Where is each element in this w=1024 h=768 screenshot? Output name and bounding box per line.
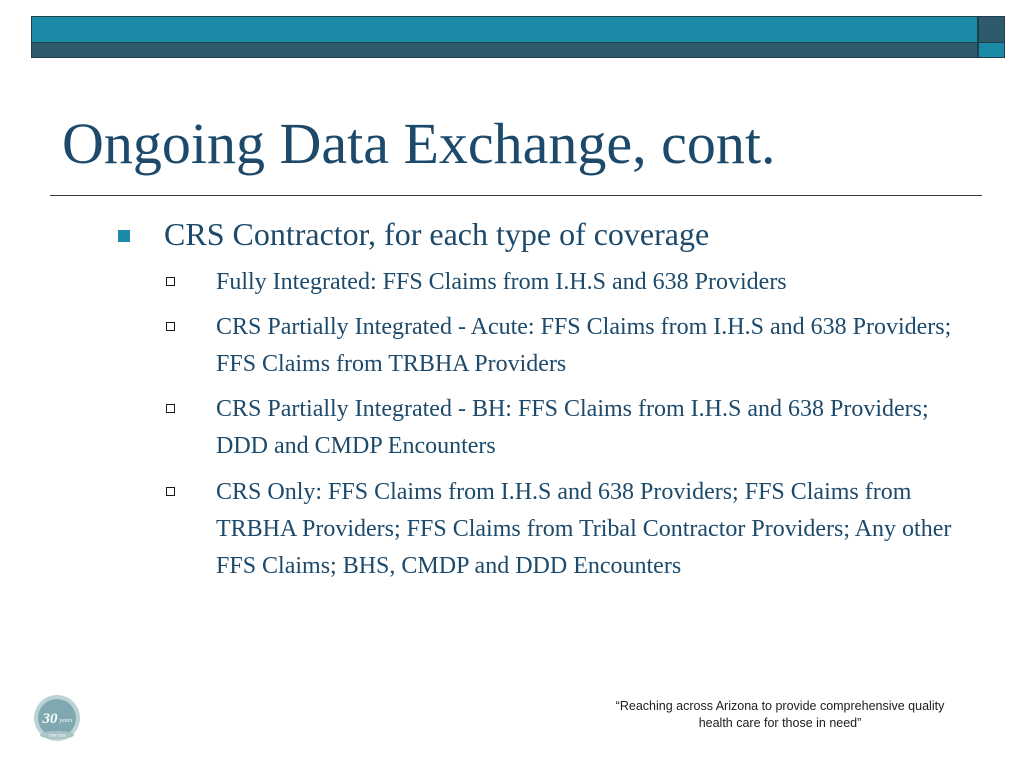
logo-span: 1988 2018 xyxy=(48,733,66,738)
header-corner-block xyxy=(978,16,1005,58)
title-divider xyxy=(50,195,982,196)
header-corner-lower xyxy=(979,42,1004,57)
hollow-square-bullet-icon xyxy=(166,277,175,286)
hollow-square-bullet-icon xyxy=(166,487,175,496)
header-corner-upper xyxy=(979,17,1004,43)
hollow-square-bullet-icon xyxy=(166,322,175,331)
footer-line-1: “Reaching across Arizona to provide comprehensive quality xyxy=(615,699,945,713)
logo-word: years xyxy=(59,718,73,724)
sub-bullet-text: CRS Partially Integrated - BH: FFS Claims from I.H.S and 638 Providers; DDD and CMDP Encounters xyxy=(216,396,929,459)
header-bar-lower xyxy=(32,42,977,57)
footer-tagline xyxy=(585,698,975,732)
hollow-square-bullet-icon xyxy=(166,404,175,413)
header-bar xyxy=(31,16,978,58)
square-bullet-icon xyxy=(118,230,130,242)
footer-line-2: health care for those in need” xyxy=(698,716,862,730)
slide-title: Ongoing Data Exchange, cont. xyxy=(62,111,776,176)
anniversary-logo xyxy=(33,694,81,742)
logo-number: 30 xyxy=(42,711,58,727)
sub-bullet-text: Fully Integrated: FFS Claims from I.H.S and 638 Providers xyxy=(216,269,787,295)
sub-bullet-text: CRS Only: FFS Claims from I.H.S and 638 Providers; FFS Claims from TRBHA Providers; FFS Claims from Tribal Contractor Providers; Any other FFS Claims; BHS, CMDP and DDD Encounters xyxy=(216,479,952,579)
sub-bullet-text: CRS Partially Integrated - Acute: FFS Claims from I.H.S and 638 Providers; FFS Claims from TRBHA Providers xyxy=(216,314,952,377)
header-bar-upper xyxy=(32,17,977,43)
bullet-text: CRS Contractor, for each type of coverage xyxy=(164,216,710,252)
